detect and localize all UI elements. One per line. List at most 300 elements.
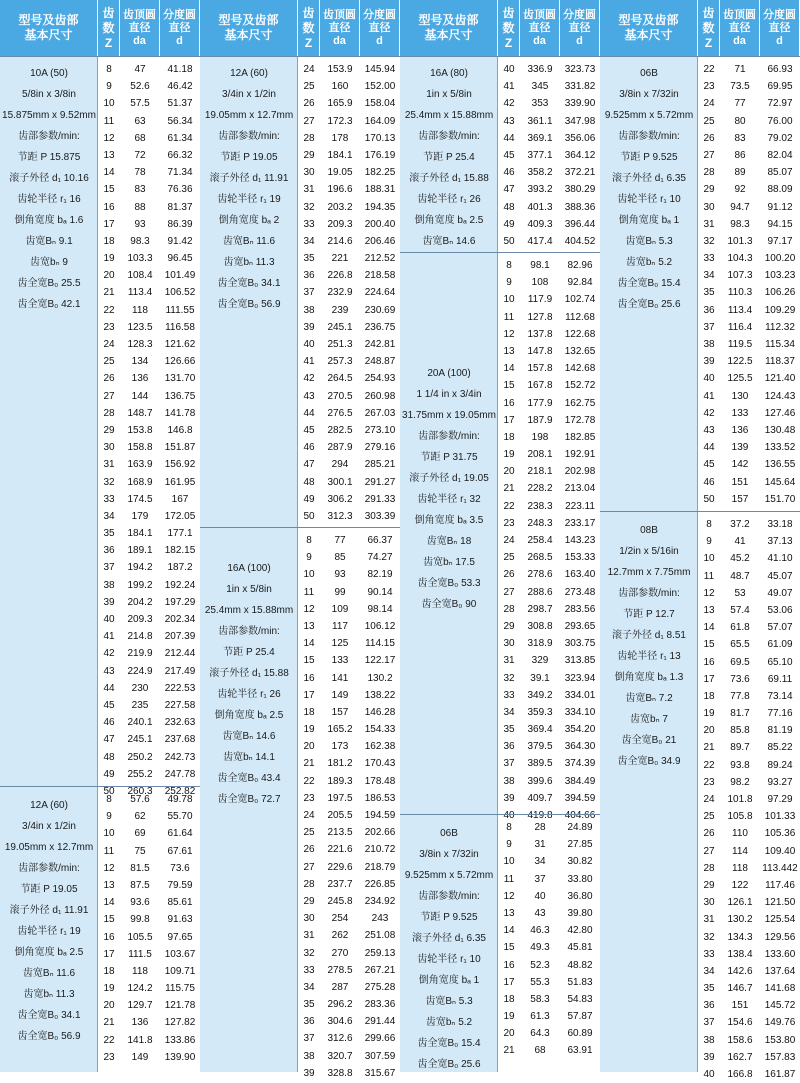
- pitch-diameter: 57.07: [767, 622, 793, 634]
- tip-diameter: 39.1: [530, 672, 550, 684]
- table-row: [98, 825, 200, 842]
- pitch-diameter: 76.36: [167, 184, 193, 196]
- teeth-count: 32: [303, 201, 315, 213]
- pitch-diameter: 45.07: [767, 570, 793, 582]
- teeth-count: 37: [703, 321, 715, 333]
- pitch-diameter: 66.93: [767, 64, 793, 75]
- pitch-diameter: 212.52: [364, 253, 396, 265]
- tip-diameter: 105.5: [127, 931, 153, 943]
- teeth-count: 44: [503, 132, 515, 144]
- teeth-count: 33: [503, 689, 515, 701]
- tip-diameter: 278.6: [527, 569, 553, 581]
- teeth-count: 13: [703, 604, 715, 616]
- spec-line: 31.75mm x 19.05mm: [402, 410, 496, 421]
- chain-block: [400, 56, 600, 253]
- teeth-count: 27: [503, 586, 515, 598]
- header-da-line2: 直径: [728, 21, 751, 34]
- chain-block: [600, 511, 800, 1080]
- tip-diameter: 128.3: [127, 339, 153, 350]
- teeth-count: 26: [303, 844, 315, 856]
- teeth-count: 18: [103, 235, 115, 247]
- teeth-count: 15: [503, 380, 515, 392]
- teeth-count: 14: [103, 897, 115, 909]
- pitch-diameter: 97.65: [167, 931, 193, 943]
- pitch-diameter: 275.28: [364, 981, 396, 993]
- teeth-count: 36: [303, 1016, 315, 1028]
- teeth-count: 30: [303, 167, 315, 179]
- pitch-diameter: 404.52: [564, 235, 596, 247]
- teeth-count: 20: [503, 1028, 515, 1040]
- tip-diameter: 306.2: [327, 493, 353, 505]
- teeth-count: 16: [703, 656, 715, 668]
- tip-diameter: 73.6: [730, 673, 750, 685]
- pitch-diameter: 364.30: [564, 741, 596, 753]
- tip-diameter: 379.5: [527, 741, 553, 753]
- spec-line: 齿部参数/min:: [618, 588, 680, 599]
- tip-diameter: 320.7: [327, 1050, 353, 1062]
- header-d-line1: 分度圆: [363, 8, 396, 21]
- teeth-count: 12: [703, 587, 715, 599]
- teeth-count: 35: [103, 528, 115, 540]
- pitch-diameter: 49.07: [767, 587, 793, 599]
- teeth-count: 39: [703, 1051, 715, 1063]
- teeth-count: 24: [703, 98, 715, 110]
- pitch-diameter: 164.09: [364, 115, 396, 127]
- pitch-diameter: 146.8: [167, 424, 193, 436]
- tip-diameter: 98.3: [730, 218, 750, 230]
- tip-diameter: 104.3: [727, 253, 753, 265]
- pitch-diameter: 30.82: [567, 856, 593, 868]
- tip-diameter: 377.1: [527, 149, 553, 161]
- table-row: [298, 962, 400, 979]
- teeth-count: 9: [506, 839, 512, 851]
- pitch-diameter: 112.32: [765, 321, 795, 333]
- teeth-count: 32: [103, 476, 115, 488]
- teeth-count: 34: [103, 510, 115, 522]
- spec-line: 齿轮半径 r₁ 32: [417, 494, 481, 505]
- table-row: [498, 233, 600, 250]
- table-row: [698, 654, 800, 671]
- pitch-diameter: 354.20: [564, 724, 596, 736]
- teeth-count: 35: [703, 983, 715, 995]
- table-row: [698, 1032, 800, 1049]
- pitch-diameter: 331.82: [564, 81, 596, 93]
- table-row: [298, 113, 400, 130]
- pitch-diameter: 145.64: [764, 476, 796, 488]
- header-d-line1: 分度圆: [763, 8, 796, 21]
- table-row: [298, 1065, 400, 1082]
- spec-line: 齿轮半径 r₁ 10: [617, 194, 681, 205]
- teeth-count: 12: [503, 890, 515, 902]
- teeth-count: 27: [303, 115, 315, 127]
- pitch-diameter: 187.2: [167, 562, 193, 574]
- spec-line: 倒角宽度 bₐ 2.5: [414, 215, 484, 226]
- teeth-count: 21: [503, 1045, 515, 1057]
- spec-lines: [600, 520, 698, 772]
- table-row: [698, 319, 800, 336]
- table-row: [698, 233, 800, 250]
- pitch-diameter: 133.60: [764, 948, 796, 960]
- pitch-diameter: 93.27: [767, 776, 793, 788]
- pitch-diameter: 158.04: [364, 98, 396, 110]
- spec-line: 节距 P 31.75: [420, 452, 478, 463]
- spec-line: 25.4mm x 15.88mm: [404, 110, 494, 121]
- tip-diameter: 93.8: [730, 759, 750, 771]
- table-row: [98, 216, 200, 233]
- teeth-count: 30: [503, 638, 515, 650]
- tip-diameter: 184.1: [327, 149, 353, 161]
- pitch-diameter: 24.89: [567, 822, 593, 833]
- pitch-diameter: 103.67: [164, 948, 196, 960]
- pitch-diameter: 92.84: [567, 277, 593, 289]
- table-row: [498, 274, 600, 291]
- teeth-count: 13: [103, 879, 115, 891]
- table-row: [698, 911, 800, 928]
- spec-line: 节距 P 25.4: [423, 152, 475, 163]
- teeth-count: 26: [503, 569, 515, 581]
- table-row: [498, 532, 600, 549]
- header-da-line1: 齿顶圆: [123, 8, 156, 21]
- teeth-count: 26: [303, 98, 315, 110]
- tip-diameter: 136: [131, 373, 149, 385]
- tip-diameter: 353: [531, 98, 549, 110]
- pitch-diameter: 85.22: [767, 742, 793, 754]
- tip-diameter: 166.8: [727, 1069, 753, 1080]
- pitch-diameter: 293.65: [564, 620, 596, 632]
- teeth-count: 33: [303, 218, 315, 230]
- teeth-count: 19: [103, 253, 115, 265]
- table-row: [98, 78, 200, 95]
- pitch-diameter: 152.72: [564, 380, 596, 392]
- table-row: [98, 714, 200, 731]
- pitch-diameter: 118.37: [765, 356, 795, 368]
- spec-line: 倒角宽度 bₐ 2.5: [14, 947, 84, 958]
- pitch-diameter: 54.83: [567, 993, 593, 1005]
- header-d-line3: d: [776, 34, 783, 47]
- table-row: [98, 508, 200, 525]
- header-teeth-line1: 齿数: [302, 5, 315, 35]
- pitch-diameter: 69.11: [767, 673, 793, 685]
- pitch-diameter: 109.71: [164, 965, 196, 977]
- tip-diameter: 157.8: [527, 363, 553, 375]
- header-spec-line1: 型号及齿部: [18, 13, 79, 27]
- spec-line: 齿宽Bₙ 5.3: [425, 996, 473, 1007]
- tip-diameter: 49.3: [530, 942, 550, 954]
- tip-diameter: 251.3: [327, 339, 353, 350]
- spec-line: 1in x 5/8in: [226, 584, 272, 595]
- pitch-diameter: 234.92: [364, 895, 396, 907]
- teeth-count: 42: [703, 407, 715, 419]
- teeth-count: 19: [103, 983, 115, 995]
- table-row: [698, 946, 800, 963]
- table-row: [98, 284, 200, 301]
- teeth-count: 38: [703, 339, 715, 350]
- header-d-line2: 直径: [768, 21, 791, 34]
- teeth-count: 22: [703, 64, 715, 75]
- table-row: [498, 291, 600, 308]
- header-da-line2: 直径: [528, 21, 551, 34]
- tip-diameter: 409.7: [527, 792, 553, 804]
- pitch-diameter: 237.68: [164, 734, 196, 746]
- table-row: [298, 824, 400, 841]
- table-row: [698, 791, 800, 808]
- tip-diameter: 419.8: [527, 810, 553, 821]
- tip-diameter: 93.6: [130, 897, 150, 909]
- spec-line: 1 1/4 in x 3/4in: [416, 389, 482, 400]
- pitch-diameter: 127.46: [764, 407, 796, 419]
- table-row: [298, 1048, 400, 1065]
- header-pitch-diameter: [760, 0, 800, 56]
- pitch-diameter: 149.76: [764, 1017, 796, 1029]
- table-row: [698, 843, 800, 860]
- pitch-diameter: 48.82: [567, 959, 593, 971]
- tip-diameter: 43: [534, 907, 546, 919]
- spec-line: 齿全宽B₀ 56.9: [17, 1031, 81, 1042]
- pitch-diameter: 60.89: [567, 1028, 593, 1040]
- teeth-count: 48: [303, 476, 315, 488]
- table-row: [498, 130, 600, 147]
- tip-diameter: 329: [531, 655, 549, 667]
- table-row: [698, 439, 800, 456]
- tip-diameter: 349.2: [527, 689, 553, 701]
- pitch-diameter: 152.00: [364, 81, 396, 93]
- teeth-count: 39: [303, 1067, 315, 1079]
- header-tip-diameter: [520, 0, 560, 56]
- teeth-count: 36: [303, 270, 315, 282]
- spec-line: 齿宽Bₙ 14.6: [222, 731, 276, 742]
- spec-line: 齿部参数/min:: [618, 131, 680, 142]
- tip-diameter: 48.7: [730, 570, 750, 582]
- pitch-diameter: 356.06: [564, 132, 596, 144]
- pitch-diameter: 374.39: [564, 758, 596, 770]
- pitch-diameter: 129.56: [764, 931, 796, 943]
- table-row: [298, 78, 400, 95]
- pitch-diameter: 218.58: [364, 270, 396, 282]
- table-row: [698, 533, 800, 550]
- teeth-count: 33: [703, 253, 715, 265]
- teeth-count: 48: [503, 201, 515, 213]
- teeth-count: 28: [503, 603, 515, 615]
- pitch-diameter: 27.85: [567, 839, 593, 851]
- tip-diameter: 98.1: [530, 260, 550, 271]
- tip-diameter: 264.5: [327, 373, 353, 385]
- table-row: [498, 871, 600, 888]
- pitch-diameter: 145.72: [764, 1000, 796, 1012]
- pitch-diameter: 260.98: [364, 390, 396, 402]
- teeth-count: 17: [503, 414, 515, 426]
- tip-diameter: 19.05: [327, 167, 353, 179]
- table-row: [98, 997, 200, 1014]
- tip-diameter: 111.5: [128, 948, 152, 960]
- table-row: [98, 164, 200, 181]
- table-row: [98, 1032, 200, 1049]
- spec-line: 齿全宽B₀ 34.1: [17, 1010, 81, 1021]
- table-row: [698, 284, 800, 301]
- tip-diameter: 126.1: [727, 897, 753, 909]
- pitch-diameter: 136.75: [164, 390, 196, 402]
- teeth-count: 24: [703, 794, 715, 805]
- teeth-count: 9: [306, 552, 312, 564]
- table-row: [98, 860, 200, 877]
- teeth-count: 30: [103, 442, 115, 454]
- table-row: [298, 566, 400, 583]
- tip-diameter: 165.2: [327, 724, 353, 736]
- spec-line: 齿部参数/min:: [18, 863, 80, 874]
- header-da-line1: 齿顶圆: [523, 8, 556, 21]
- teeth-count: 9: [506, 277, 512, 289]
- spec-lines: [0, 795, 98, 1047]
- teeth-count: 8: [706, 519, 712, 530]
- spec-cell: [0, 787, 98, 1072]
- spec-line: 9.525mm x 5.72mm: [604, 110, 694, 121]
- pitch-diameter: 404.66: [564, 810, 596, 821]
- teeth-count: 18: [503, 431, 515, 443]
- table-row: [98, 405, 200, 422]
- spec-cell: [200, 57, 298, 528]
- teeth-count: 11: [503, 873, 515, 885]
- table-row: [498, 618, 600, 635]
- tip-diameter: 153.8: [127, 424, 153, 436]
- tip-diameter: 232.9: [327, 287, 353, 299]
- pitch-diameter: 145.94: [364, 64, 396, 75]
- teeth-count: 43: [703, 424, 715, 436]
- table-row: [298, 319, 400, 336]
- header-spec-line1: 型号及齿部: [418, 13, 479, 27]
- table-row: [298, 584, 400, 601]
- teeth-count: 16: [303, 672, 315, 684]
- table-row: [698, 130, 800, 147]
- spec-line: 齿部参数/min:: [418, 891, 480, 902]
- tip-diameter: 31: [534, 839, 546, 851]
- pitch-diameter: 82.04: [767, 149, 793, 161]
- tip-diameter: 158.6: [727, 1034, 753, 1046]
- pitch-diameter: 151.87: [164, 442, 196, 454]
- tip-diameter: 108.4: [127, 270, 153, 282]
- table-row: [98, 302, 200, 319]
- pitch-diameter: 142.68: [564, 363, 596, 375]
- tip-diameter: 63: [134, 115, 146, 127]
- table-row: [698, 825, 800, 842]
- header-spec-line1: 型号及齿部: [218, 13, 279, 27]
- header-da-line1: 齿顶圆: [723, 8, 756, 21]
- header-tip-diameter: [120, 0, 160, 56]
- teeth-count: 32: [703, 931, 715, 943]
- spec-line: 齿宽Bₙ 7.2: [625, 693, 673, 704]
- pitch-diameter: 121.62: [164, 339, 196, 350]
- tip-diameter: 257.3: [327, 356, 353, 368]
- teeth-count: 9: [106, 811, 112, 823]
- tip-diameter: 119.5: [727, 339, 753, 350]
- teeth-count: 48: [103, 751, 115, 763]
- pitch-diameter: 33.18: [767, 519, 793, 530]
- data-rows: [698, 61, 800, 508]
- teeth-count: 21: [103, 287, 115, 299]
- teeth-count: 37: [103, 562, 115, 574]
- pitch-diameter: 102.74: [564, 294, 596, 306]
- table-row: [498, 905, 600, 922]
- tip-diameter: 229.6: [327, 861, 353, 873]
- teeth-count: 23: [103, 1051, 115, 1063]
- teeth-count: 43: [503, 115, 515, 127]
- teeth-count: 38: [703, 1034, 715, 1046]
- table-row: [298, 927, 400, 944]
- pitch-diameter: 96.45: [167, 253, 193, 265]
- table-row: [498, 164, 600, 181]
- pitch-diameter: 79.02: [767, 132, 793, 144]
- pitch-diameter: 121.50: [764, 897, 796, 909]
- teeth-count: 13: [103, 149, 115, 161]
- pitch-diameter: 172.78: [564, 414, 596, 426]
- table-row: [298, 405, 400, 422]
- tip-diameter: 62: [134, 811, 146, 823]
- header-spec: [600, 0, 698, 56]
- pitch-diameter: 143.23: [564, 535, 596, 546]
- header-teeth-line2: Z: [304, 35, 313, 50]
- teeth-count: 43: [103, 665, 115, 677]
- tip-diameter: 224.9: [127, 665, 153, 677]
- tip-diameter: 154.6: [727, 1017, 753, 1029]
- spec-line: 节距 P 12.7: [623, 609, 675, 620]
- tip-diameter: 209.3: [127, 614, 153, 625]
- chain-model: 08B: [640, 525, 658, 536]
- pitch-diameter: 42.80: [567, 925, 593, 937]
- table-row: [698, 456, 800, 473]
- table-row: [98, 336, 200, 353]
- table-row: [98, 61, 200, 78]
- spec-line: 倒角宽度 bₐ 1.6: [14, 215, 84, 226]
- table-row: [298, 439, 400, 456]
- tip-diameter: 270: [331, 947, 349, 959]
- tip-diameter: 69: [134, 828, 146, 840]
- header-pitch-diameter: [160, 0, 200, 56]
- header-da-line3: da: [733, 34, 746, 47]
- tip-diameter: 361.1: [527, 115, 553, 127]
- tip-diameter: 87.5: [130, 879, 150, 891]
- pitch-diameter: 210.72: [364, 844, 396, 856]
- tip-diameter: 78: [134, 167, 146, 179]
- table-row: [98, 731, 200, 748]
- teeth-count: 24: [503, 535, 515, 546]
- tip-diameter: 136: [731, 424, 749, 436]
- teeth-count: 24: [103, 339, 115, 350]
- pitch-diameter: 396.44: [564, 218, 596, 230]
- pitch-diameter: 283.56: [564, 603, 596, 615]
- teeth-count: 21: [103, 1017, 115, 1029]
- spec-line: 滚子外径 d₁ 15.88: [209, 668, 289, 679]
- table-row: [498, 549, 600, 566]
- tip-diameter: 258.4: [527, 535, 553, 546]
- teeth-count: 32: [503, 672, 515, 684]
- pitch-diameter: 161.87: [764, 1069, 796, 1080]
- pitch-diameter: 106.12: [364, 620, 396, 632]
- table-row: [498, 922, 600, 939]
- tip-diameter: 127.8: [527, 311, 553, 323]
- table-row: [98, 267, 200, 284]
- data-rows: [498, 257, 600, 824]
- tip-diameter: 137.8: [527, 328, 553, 340]
- teeth-count: 39: [303, 321, 315, 333]
- pitch-diameter: 45.81: [567, 942, 593, 954]
- table-row: [498, 670, 600, 687]
- tip-diameter: 134.3: [727, 931, 753, 943]
- table-row: [498, 78, 600, 95]
- teeth-count: 16: [103, 201, 115, 213]
- table-row: [98, 250, 200, 267]
- tip-diameter: 226.8: [327, 270, 353, 282]
- header-spec: [0, 0, 98, 56]
- teeth-count: 22: [303, 775, 315, 787]
- table-row: [298, 199, 400, 216]
